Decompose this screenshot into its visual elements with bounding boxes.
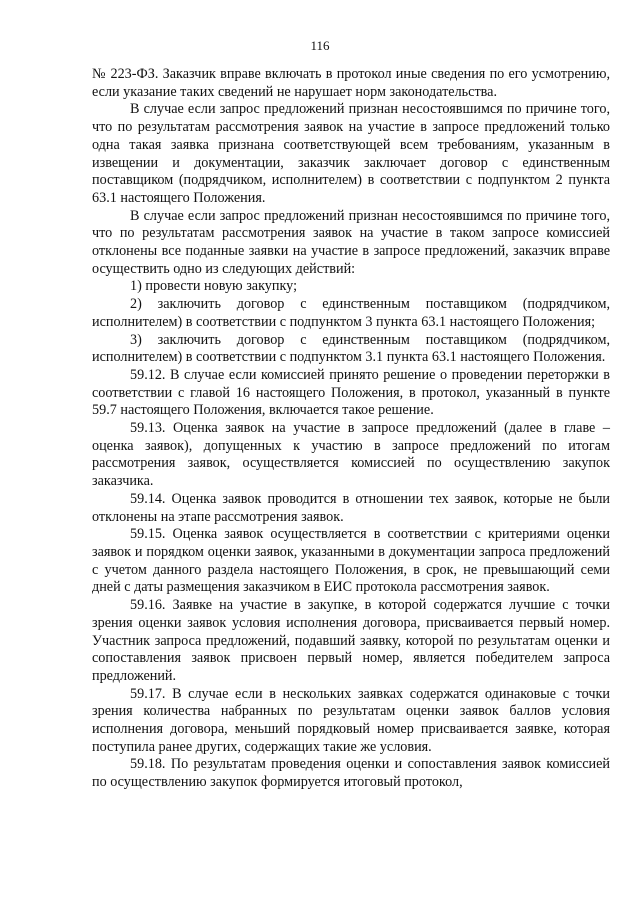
clause-59-14: 59.14. Оценка заявок проводится в отношении тех заявок, которые не были отклонены на этапе рассмотрения заявок.	[92, 490, 610, 525]
list-item-contract-subpoint-3: 2) заключить договор с единственным поставщиком (подрядчиком, исполнителем) в соответствии с подпунктом 3 пункта 63.1 настоящего Положения;	[92, 296, 610, 330]
list-item-contract-subpoint-3-1: 3) заключить договор с единственным поставщиком (подрядчиком, исполнителем) в соответствии с подпунктом 3.1 пункта 63.1 настоящего Положения.	[92, 331, 610, 366]
clause-59-12: 59.12. В случае если комиссией принято решение о проведении переторжки в соответствии с главой 16 настоящего Положения, в протокол, указанный в пункте 59.7 настоящего Положения, включается такое решение.	[92, 366, 610, 419]
paragraph-continuation: № 223-ФЗ. Заказчик вправе включать в протокол иные сведения по его усмотрению, если указание таких сведений не нарушает норм законодательства.	[92, 66, 610, 100]
paragraph-single-bid: В случае если запрос предложений признан несостоявшимся по причине того, что по результатам рассмотрения заявок на участие в запросе предложений только одна такая заявка признана соответствующей всем требованиям, указанным в извещении и документации, заказчик заключает договор с единственным поставщиком (подрядчиком, исполнителем) в соответствии с подпунктом 2 пункта 63.1 настоящего Положения.	[92, 101, 610, 206]
list-item-new-purchase: 1) провести новую закупку;	[130, 278, 298, 295]
clause-59-15: 59.15. Оценка заявок осуществляется в соответствии с критериями оценки заявок и порядком оценки заявок, указанными в документации запроса предложений с учетом данного раздела настоящего Положения, в срок, не превышающий семи дней с даты размещения заказчиком в ЕИС протокола рассмотрения заявок.	[92, 526, 610, 596]
clause-59-18: 59.18. По результатам проведения оценки и сопоставления заявок комиссией по осуществлению закупок формируется итоговый протокол,	[92, 756, 610, 791]
clause-59-13: 59.13. Оценка заявок на участие в запросе предложений (далее в главе – оценка заявок), допущенных к участию в запросе предложений по итогам рассмотрения заявок, осуществляется комиссией по осуществлению закупок заказчика.	[92, 420, 610, 490]
clause-59-16: 59.16. Заявке на участие в закупке, в которой содержатся лучшие с точки зрения оценки заявок условия исполнения договора, присваивается первый номер. Участник запроса предложений, подавший заявку, которой по результатам оценки и сопоставления заявок присвоен первый номер, является победителем запроса предложений.	[92, 597, 610, 684]
document-body	[92, 66, 610, 792]
paragraph-all-rejected: В случае если запрос предложений признан несостоявшимся по причине того, что по результатам рассмотрения заявок на участие в таком запросе комиссией отклонены все поданные заявки на участие в запросе предложений, заказчик вправе осуществить одно из следующих действий:	[92, 207, 610, 277]
page-number: 116	[310, 38, 330, 53]
clause-59-17: 59.17. В случае если в нескольких заявках содержатся одинаковые с точки зрения количества набранных по результатам оценки заявок баллов условия исполнения договора, меньший порядковый номер присваивается заявке, которая поступила ранее других, содержащих такие же условия.	[92, 685, 610, 755]
